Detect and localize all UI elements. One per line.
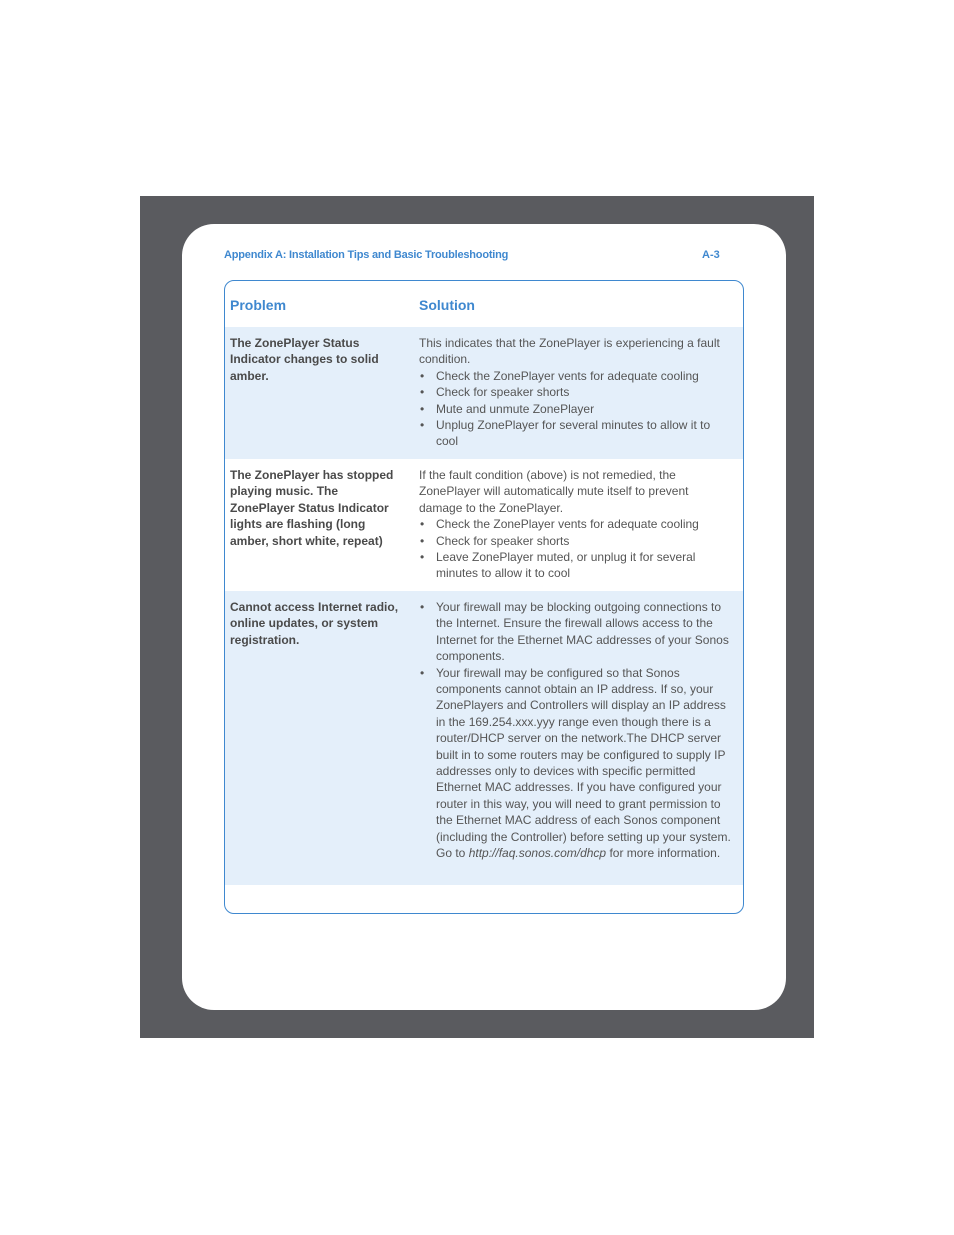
solution-intro: If the fault condition (above) is not remedied, the ZonePlayer will automatically mute itself to prevent damage to the ZonePlayer. xyxy=(419,468,689,515)
solution-list xyxy=(419,368,734,450)
list-item: • Check for speaker shorts xyxy=(419,533,734,549)
table-row xyxy=(225,459,743,591)
solution-text xyxy=(419,335,734,450)
solution-text xyxy=(419,467,734,582)
solution-list xyxy=(419,599,734,862)
list-item: • Mute and unmute ZonePlayer xyxy=(419,401,734,417)
list-item: • Leave ZonePlayer muted, or unplug it for several minutes to allow it to cool xyxy=(419,549,734,582)
page-number: A-3 xyxy=(702,249,720,261)
list-item-text-end: for more information. xyxy=(606,846,721,861)
table-row xyxy=(225,327,743,459)
solution-list xyxy=(419,516,734,582)
column-header-problem: Problem xyxy=(230,297,287,313)
list-item-text: Your firewall may be configured so that Sonos components cannot obtain an IP address. If so, your ZonePlayers and Controllers will display an IP address in the 169.254.xxx.yyy range even though there is a router/DHCP server on the network.The DHCP server built in to some routers may be configured to supply IP addresses only to devices with specific permitted Ethernet MAC addresses. If you have configured your router in this way, you will need to grant permission to the Ethernet MAC address of each Sonos component (including the Controller) before setting up your system. Go to xyxy=(436,665,731,861)
list-item: • Check for speaker shorts xyxy=(419,384,734,400)
list-item: • Check the ZonePlayer vents for adequate cooling xyxy=(419,516,734,532)
column-header-solution: Solution xyxy=(419,297,475,313)
solution-text xyxy=(419,599,734,862)
troubleshooting-table xyxy=(224,280,744,914)
problem-text: The ZonePlayer has stopped playing music. The ZonePlayer Status Indicator lights are flashing (long amber, short white, repeat) xyxy=(230,468,394,548)
solution-intro: This indicates that the ZonePlayer is experiencing a fault condition. xyxy=(419,336,720,367)
list-item: • Check the ZonePlayer vents for adequate cooling xyxy=(419,368,734,384)
running-header: Appendix A: Installation Tips and Basic Troubleshooting xyxy=(224,249,509,261)
problem-text: Cannot access Internet radio, online updates, or system registration. xyxy=(230,600,399,647)
dhcp-faq-link[interactable]: http://faq.sonos.com/dhcp xyxy=(468,846,607,861)
list-item: • Your firewall may be blocking outgoing connections to the Internet. Ensure the firewall allows access to the Internet for the Ethernet MAC addresses of your Sonos components. xyxy=(419,599,734,665)
table-row xyxy=(225,591,743,885)
problem-text: The ZonePlayer Status Indicator changes to solid amber. xyxy=(230,336,379,383)
list-item xyxy=(419,665,734,862)
list-item: • Unplug ZonePlayer for several minutes to allow it to cool xyxy=(419,417,734,450)
